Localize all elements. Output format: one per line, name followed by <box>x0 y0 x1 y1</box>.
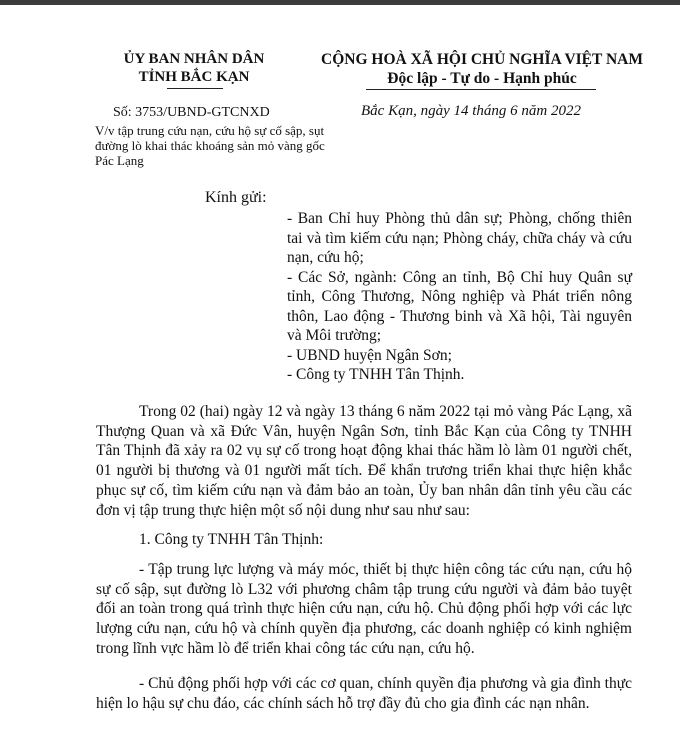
issuer-header <box>96 50 292 86</box>
issuer-underline <box>167 88 223 89</box>
document-number: Số: 3753/UBND-GTCNXD <box>113 105 270 120</box>
section-1-title: 1. Công ty TNHH Tân Thịnh: <box>139 531 324 549</box>
document-subject: V/v tập trung cứu nạn, cứu hộ sự cố sập, sụt đường lò khai thác khoáng sản mỏ vàng gốc Pác Lạng <box>95 123 325 168</box>
recipient-item: - Các Sở, ngành: Công an tỉnh, Bộ Chỉ huy Quân sự tỉnh, Công Thương, Nông nghiệp và Phát triển nông thôn, Lao động - Thương binh và Xã hội, Tài nguyên và Môi trường; <box>287 268 632 344</box>
recipient-list <box>287 209 632 385</box>
document-date: Bắc Kạn, ngày 14 tháng 6 năm 2022 <box>361 103 581 119</box>
issuer-line-2: TỈNH BẮC KẠN <box>138 69 250 85</box>
recipient-item: - Công ty TNHH Tân Thịnh. <box>287 366 465 383</box>
national-motto: Độc lập - Tự do - Hạnh phúc <box>387 70 577 87</box>
document-body <box>96 402 632 729</box>
recipient-item: - Ban Chỉ huy Phòng thủ dân sự; Phòng, chống thiên tai và tìm kiếm cứu nạn; Phòng cháy, chữa cháy và cứu nạn, cứu hộ; <box>287 210 632 266</box>
section-1-paragraph-1: - Tập trung lực lượng và máy móc, thiết bị thực hiện công tác cứu nạn, cứu hộ sự cố sập, sụt đường lò L32 với phương châm tập trung cứu người và đảm bảo tuyệt đối an toàn trong quá trình thực hiện cứu nạn, cứu hộ. Chủ động phối hợp với các lực lượng cứu nạn, cứu hộ và chính quyền địa phương, các doanh nghiệp có kinh nghiệm trong lĩnh vực hầm lò để triển khai công tác cứu nạn, cứu hộ. <box>96 560 632 657</box>
intro-paragraph: Trong 02 (hai) ngày 12 và ngày 13 tháng 6 năm 2022 tại mỏ vàng Pác Lạng, xã Thượng Quan và xã Đức Vân, huyện Ngân Sơn, tỉnh Bắc Kạn của Công ty TNHH Tân Thịnh đã xảy ra 02 vụ sự cố trong hoạt động khai thác hầm lò làm 01 người chết, 01 người bị thương và 01 người mất tích. Để khẩn trương triển khai thực hiện khắc phục sự cố, tìm kiếm cứu nạn và đảm bảo an toàn, Ủy ban nhân dân tỉnh yêu cầu các đơn vị tập trung thực hiện một số nội dung như sau như sau: <box>96 403 632 519</box>
motto-underline <box>366 89 596 90</box>
national-header <box>300 50 664 88</box>
window-top-bar <box>0 0 680 5</box>
recipient-item: - UBND huyện Ngân Sơn; <box>287 346 452 364</box>
greeting: Kính gửi: <box>205 189 267 206</box>
national-title: CỘNG HOÀ XÃ HỘI CHỦ NGHĨA VIỆT NAM <box>321 51 643 68</box>
issuer-line-1: ỦY BAN NHÂN DÂN <box>123 51 265 67</box>
section-1-paragraph-2: - Chủ động phối hợp với các cơ quan, chính quyền địa phương và gia đình thực hiện lo hậu sự chu đáo, các chính sách hỗ trợ đầy đủ cho gia đình các nạn nhân. <box>96 674 632 712</box>
